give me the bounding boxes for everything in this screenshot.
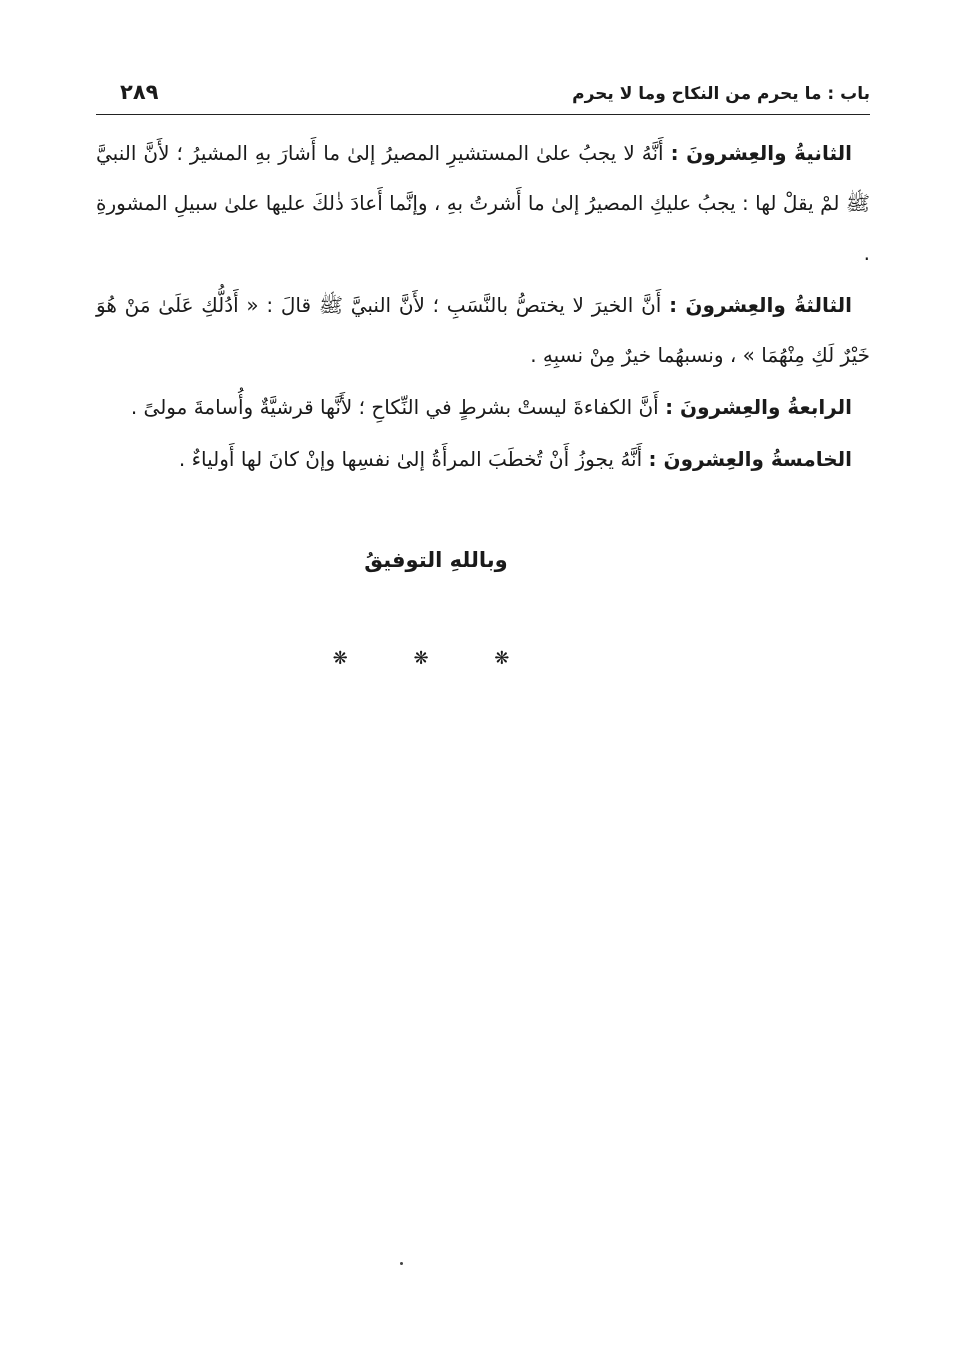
section-separator: ❋ ❋ ❋ bbox=[332, 648, 540, 669]
paragraph-25 bbox=[96, 434, 870, 484]
body-text bbox=[96, 128, 870, 486]
paragraph-lead: الخامسةُ والعِشرونَ : bbox=[648, 447, 852, 471]
page-number: ٢٨٩ bbox=[120, 80, 159, 104]
paragraph-23 bbox=[96, 280, 870, 380]
paragraph-lead: الثالثةُ والعِشرونَ : bbox=[669, 293, 852, 317]
paragraph-24 bbox=[96, 382, 870, 432]
paragraph-text: أَنَّهُ لا يجبُ علىٰ المستشيرِ المصيرُ إلىٰ ما أَشارَ بهِ المشيرُ ؛ لأَنَّ النبيَّ ﷺ لمْ يقلْ لها : يجبُ عليكِ المصيرُ إلىٰ ما أَشرتُ بهِ ، وإنَّما أَعادَ ذٰلكَ عليها علىٰ سبيلِ المشورةِ . bbox=[96, 141, 870, 265]
closing-phrase: وباللهِ التوفيقُ bbox=[364, 548, 508, 572]
paragraph-22 bbox=[96, 128, 870, 278]
paragraph-text: أَنَّ الخيرَ لا يختصُّ بالنَّسَبِ ؛ لأَنَّ النبيَّ ﷺ قالَ : « أَدُلُّكِ عَلَىٰ مَنْ هُوَ خَيْرٌ لَكِ مِنْهُمَا » ، ونسبهُما خيرٌ مِنْ نسبِهِ . bbox=[96, 293, 870, 367]
paragraph-lead: الثانيةُ والعِشرونَ : bbox=[670, 141, 852, 165]
paragraph-text: أَنَّهُ يجوزُ أَنْ تُخطَبَ المرأَةُ إلىٰ نفسِها وإنْ كانَ لها أَولياءٌ . bbox=[178, 447, 649, 471]
running-header bbox=[96, 78, 870, 112]
chapter-title: باب : ما يحرم من النكاح وما لا يحرم bbox=[572, 84, 870, 104]
header-rule bbox=[96, 114, 870, 115]
paragraph-lead: الرابعةُ والعِشرونَ : bbox=[665, 395, 852, 419]
scan-speck bbox=[400, 1262, 403, 1265]
paragraph-text: أَنَّ الكفاءةَ ليستْ بشرطٍ في النِّكاحِ ؛ لأَنَّها قرشيَّةٌ وأُسامةَ مولىً . bbox=[130, 395, 666, 419]
